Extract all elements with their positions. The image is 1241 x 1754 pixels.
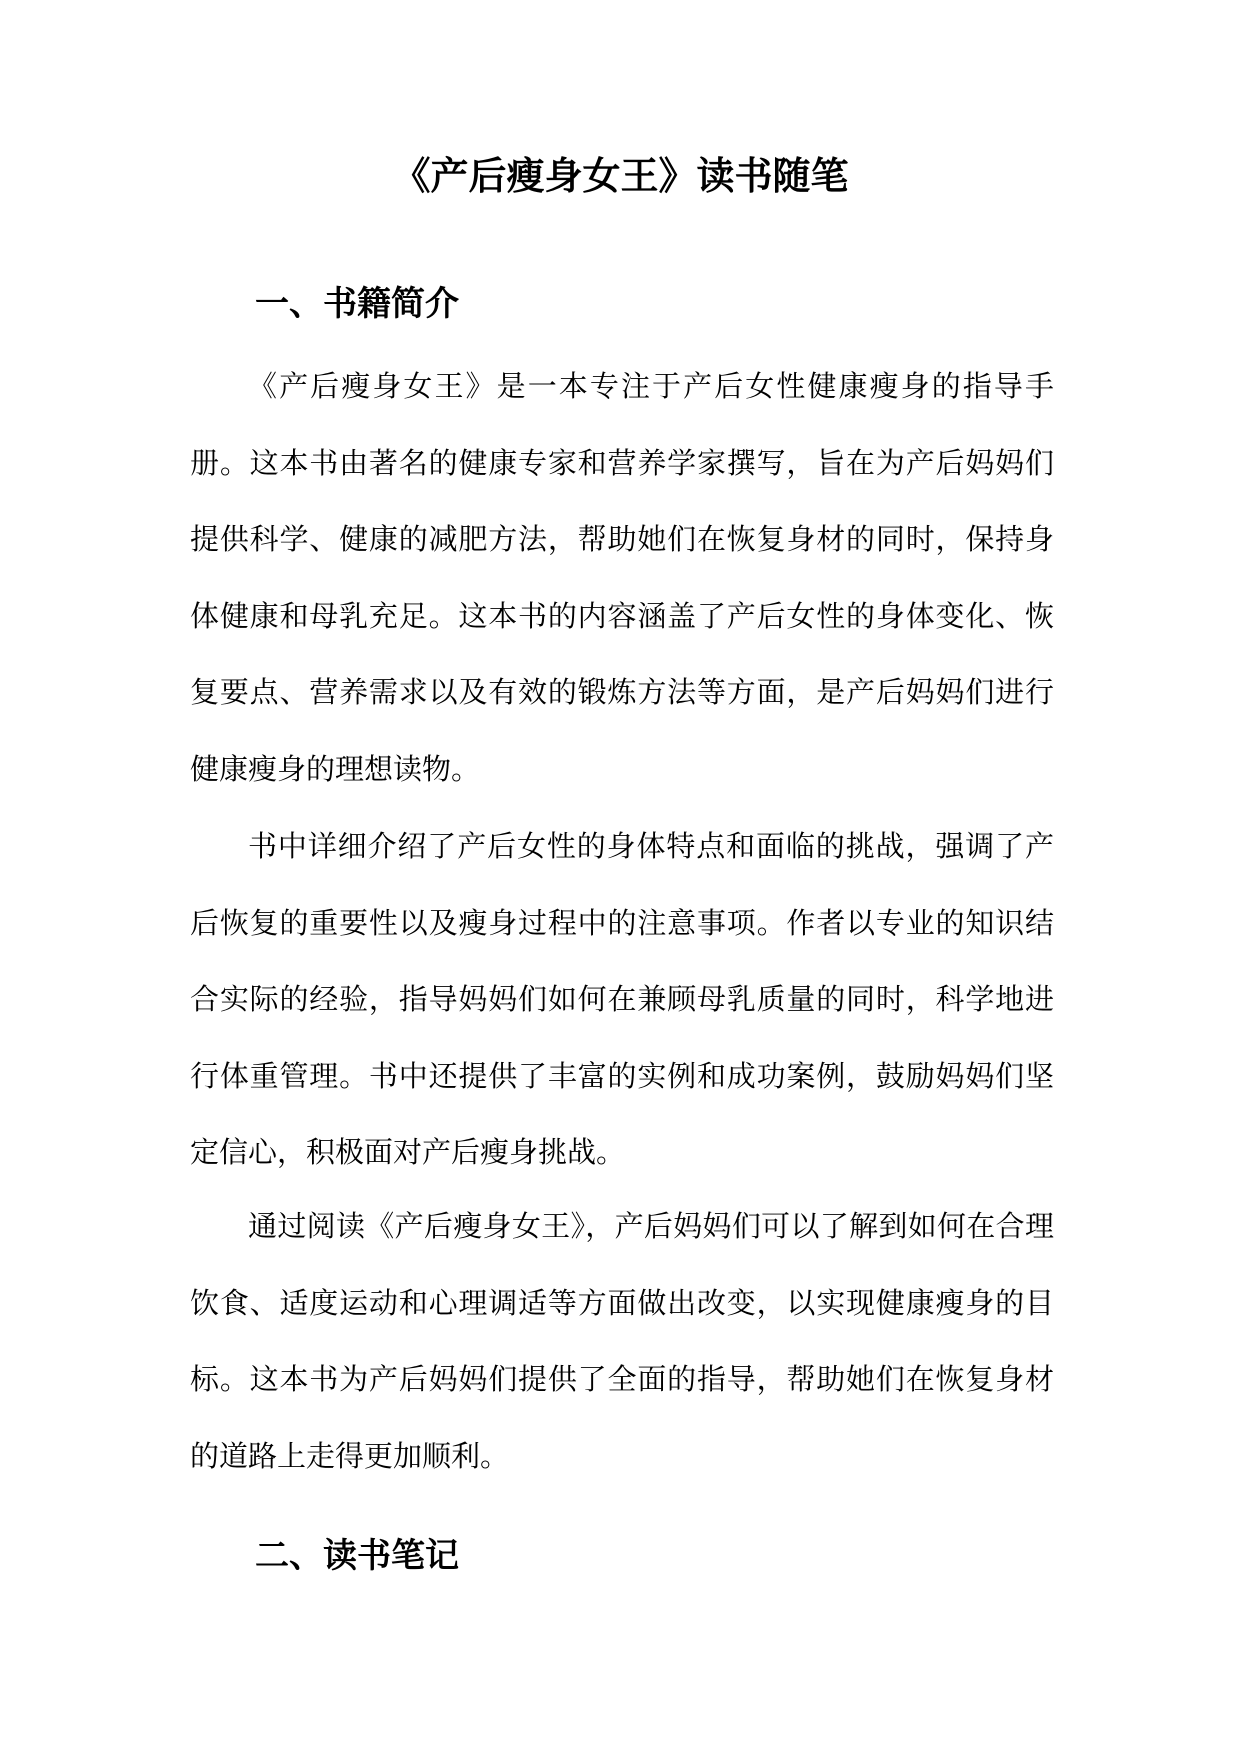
paragraph-intro-1: 《产后瘦身女王》是一本专注于产后女性健康瘦身的指导手册。这本书由著名的健康专家和营养学家撰写，旨在为产后妈妈们提供科学、健康的减肥方法，帮助她们在恢复身材的同时，保持身体健康和母乳充足。这本书的内容涵盖了产后女性的身体变化、恢复要点、营养需求以及有效的锻炼方法等方面，是产后妈妈们进行健康瘦身的理想读物。 <box>190 369 1054 786</box>
paragraph-intro-3: 通过阅读《产后瘦身女王》，产后妈妈们可以了解到如何在合理饮食、适度运动和心理调适等方面做出改变，以实现健康瘦身的目标。这本书为产后妈妈们提供了全面的指导，帮助她们在恢复身材的道路上走得更加顺利。 <box>190 1209 1054 1473</box>
document-title: 《产后瘦身女王》读书随笔 <box>392 153 849 198</box>
paragraph-intro-2: 书中详细介绍了产后女性的身体特点和面临的挑战，强调了产后恢复的重要性以及瘦身过程中的注意事项。作者以专业的知识结合实际的经验，指导妈妈们如何在兼顾母乳质量的同时，科学地进行体重管理。书中还提供了丰富的实例和成功案例，鼓励妈妈们坚定信心，积极面对产后瘦身挑战。 <box>190 829 1054 1169</box>
section-heading-book-intro: 一、书籍简介 <box>255 284 459 324</box>
section-heading-reading-notes: 二、读书笔记 <box>255 1536 459 1576</box>
